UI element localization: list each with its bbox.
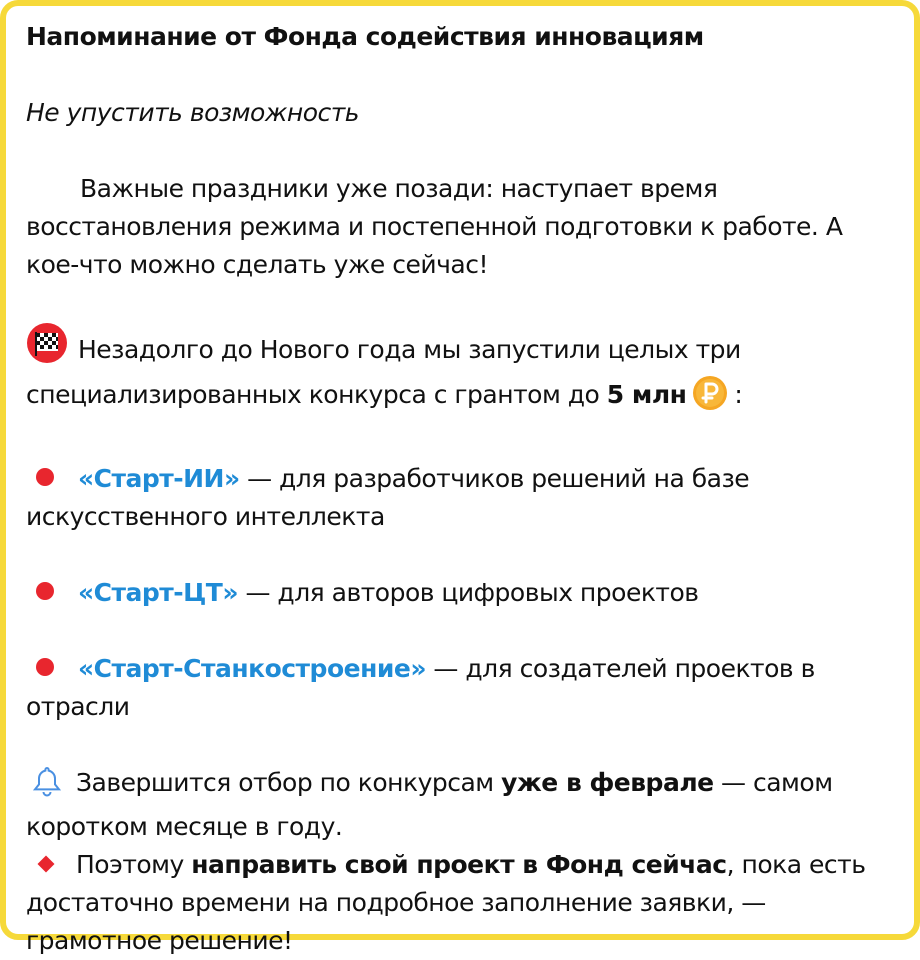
intro-line-2: восстановления режима и постепенной подготовки к работе. А bbox=[26, 212, 843, 241]
contests-line-2: специализированных конкурса с грантом до bbox=[26, 380, 607, 409]
contests-line-1: Незадолго до Нового года мы запустили целых три bbox=[78, 335, 741, 364]
deadline-paragraph bbox=[26, 764, 896, 960]
deadline-line-2: коротком месяце в году. bbox=[26, 812, 343, 841]
contest-link-start-machine-tools[interactable]: «Старт-Станкостроение» bbox=[78, 654, 426, 683]
post-subtitle: Не упустить возможность bbox=[26, 98, 360, 127]
contest-link-start-ai[interactable]: «Старт-ИИ» bbox=[78, 464, 240, 493]
post-title: Напоминание от Фонда содействия инновациям bbox=[26, 22, 704, 51]
deadline-text-2: — самом bbox=[713, 768, 833, 797]
intro-paragraph bbox=[26, 170, 896, 284]
red-circle-icon bbox=[36, 582, 54, 600]
list-item bbox=[26, 650, 896, 726]
red-circle-icon bbox=[36, 658, 54, 676]
contests-paragraph bbox=[26, 322, 896, 422]
list-item-desc: — для разработчиков решений на базе bbox=[239, 464, 750, 493]
cta-text-2: , пока есть bbox=[726, 850, 866, 879]
red-circle-icon bbox=[36, 468, 54, 486]
checkered-flag-icon bbox=[26, 322, 68, 375]
list-item bbox=[26, 460, 896, 536]
cta-line-3: грамотное решение! bbox=[26, 926, 293, 955]
cta-line-2: достаточно времени на подробное заполнение заявки, — bbox=[26, 888, 766, 917]
colon: : bbox=[734, 380, 743, 409]
grant-amount: 5 млн bbox=[606, 380, 687, 409]
deadline-bold: уже в феврале bbox=[501, 768, 714, 797]
list-item-desc: — для авторов цифровых проектов bbox=[238, 578, 699, 607]
red-diamond-icon bbox=[38, 856, 55, 873]
contest-link-start-ct[interactable]: «Старт-ЦТ» bbox=[78, 578, 239, 607]
cta-text: Поэтому bbox=[76, 850, 192, 879]
intro-line-1: Важные праздники уже позади: наступает время bbox=[80, 174, 718, 203]
intro-line-3: кое-что можно сделать уже сейчас! bbox=[26, 250, 488, 279]
ruble-coin-icon bbox=[692, 375, 728, 422]
deadline-text: Завершится отбор по конкурсам bbox=[76, 768, 502, 797]
bell-icon bbox=[32, 765, 62, 808]
list-item-desc-2: искусственного интеллекта bbox=[26, 502, 385, 531]
list-item-desc: — для создателей проектов в bbox=[425, 654, 815, 683]
cta-bold: направить свой проект в Фонд сейчас bbox=[191, 850, 727, 879]
list-item bbox=[26, 574, 896, 612]
list-item-desc-2: отрасли bbox=[26, 692, 130, 721]
